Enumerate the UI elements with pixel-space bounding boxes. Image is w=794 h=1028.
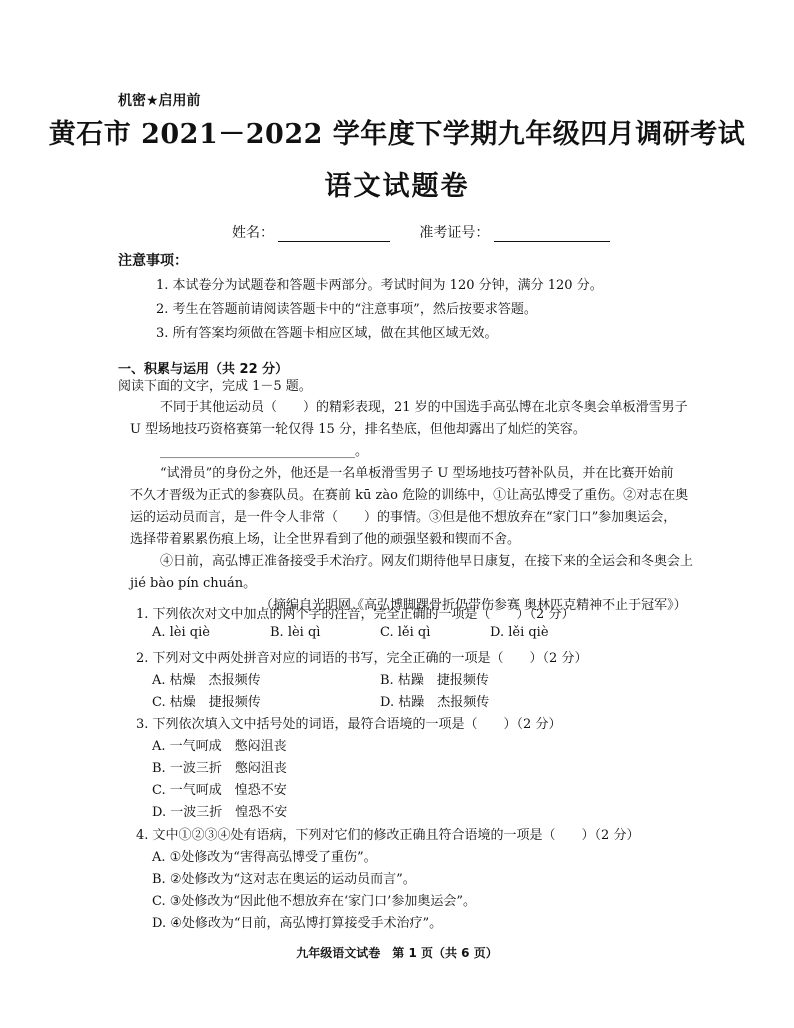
question-stem: 4. 文中①②③④处有语病，下列对它们的修改正确且符合语境的一项是（ ）（2 分）: [136, 828, 640, 843]
exam-id-label: 准考证号：: [419, 225, 490, 241]
section-heading: 一、积累与运用（共 22 分）: [118, 362, 289, 377]
option[interactable]: D. 枯躁 杰报频传: [380, 695, 490, 710]
option[interactable]: A. 枯燥 杰报频传: [152, 673, 261, 688]
notice-item: 2. 考生在答题前请阅读答题卡中的“注意事项”，然后按要求答题。: [156, 302, 537, 317]
passage-line: 运的运动员而言，是一件令人非常（ ）的事情。③但是他不想放弃在“家门口”参加奥运会，: [130, 510, 677, 525]
confidential-label: 机密★启用前: [118, 93, 201, 109]
option[interactable]: B. 枯躁 捷报频传: [380, 673, 489, 688]
passage-line: 不同于其他运动员（ ）的精彩表现，21 岁的中国选手高弘博在北京冬奥会单板滑雪男子: [160, 400, 688, 415]
page-footer: 九年级语文试卷 第 1 页（共 6 页）: [296, 946, 498, 960]
exam-title: 黄石市 2021－2022 学年度下学期九年级四月调研考试: [48, 119, 746, 150]
passage-line: ④日前，高弘博正准备接受手术治疗。网友们期待他早日康复，在接下来的全运会和冬奥会上: [160, 554, 694, 569]
notice-item: 3. 所有答案均须做在答题卡相应区域，做在其他区域无效。: [156, 326, 498, 341]
question-stem: 2. 下列对文中两处拼音对应的词语的书写，完全正确的一项是（ ）（2 分）: [136, 651, 588, 666]
passage-source: （摘编自光明网《高弘博脚踝骨折仍带伤参赛 奥林匹克精神不止于冠军》）: [260, 598, 687, 613]
option[interactable]: B. 一波三折 憋闷沮丧: [152, 761, 287, 776]
notice-heading: 注意事项：: [118, 253, 188, 269]
option[interactable]: A. lèi qiè: [152, 625, 210, 640]
notice-item: 1. 本试卷分为试题卷和答题卡两部分。考试时间为 120 分钟，满分 120 分。: [156, 278, 603, 293]
option[interactable]: D. ④处修改为“日前，高弘博打算接受手术治疗”。: [152, 916, 443, 931]
option[interactable]: A. 一气呵成 憋闷沮丧: [152, 739, 287, 754]
passage-blank-line: ______________________________。: [160, 444, 369, 459]
passage-line: “试滑员”的身份之外，他还是一名单板滑雪男子 U 型场地技巧替补队员，并在比赛开始前: [160, 466, 674, 481]
option[interactable]: C. 枯燥 捷报频传: [152, 695, 261, 710]
option[interactable]: C. lěi qì: [380, 625, 431, 640]
option[interactable]: A. ①处修改为“害得高弘博受了重伤”。: [152, 850, 377, 865]
exam-subtitle: 语文试题卷: [324, 171, 470, 202]
question-stem: 1. 下列依次对文中加点的两个字的注音，完全正确的一项是（ ）（2 分）: [136, 607, 575, 622]
option[interactable]: D. 一波三折 惶恐不安: [152, 805, 288, 820]
name-field[interactable]: [278, 225, 390, 242]
exam-id-field[interactable]: [494, 225, 610, 242]
name-label: 姓名：: [232, 225, 274, 241]
passage-line: U 型场地技巧资格赛第一轮仅得 15 分，排名垫底，但他却露出了灿烂的笑容。: [130, 422, 586, 437]
candidate-info-row: [232, 222, 610, 242]
option[interactable]: B. ②处修改为“这对志在奥运的运动员而言”。: [152, 872, 416, 887]
question-stem: 3. 下列依次填入文中括号处的词语，最符合语境的一项是（ ）（2 分）: [136, 717, 562, 732]
passage-line: 不久才晋级为正式的参赛队员。在赛前 kū zào 危险的训练中，①让高弘博受了重伤。②对志在奥: [130, 488, 689, 503]
passage-line: 选择带着累累伤痕上场，让全世界看到了他的顽强坚毅和锲而不舍。: [130, 532, 521, 547]
option[interactable]: B. lèi qì: [270, 625, 321, 640]
reading-intro: 阅读下面的文字，完成 1－5 题。: [118, 379, 312, 394]
passage-line: jié bào pín chuán。: [130, 576, 257, 591]
option[interactable]: C. ③处修改为“因此他不想放弃在‘家门口’参加奥运会”。: [152, 894, 476, 909]
option[interactable]: C. 一气呵成 惶恐不安: [152, 783, 287, 798]
option[interactable]: D. lěi qiè: [490, 625, 549, 640]
